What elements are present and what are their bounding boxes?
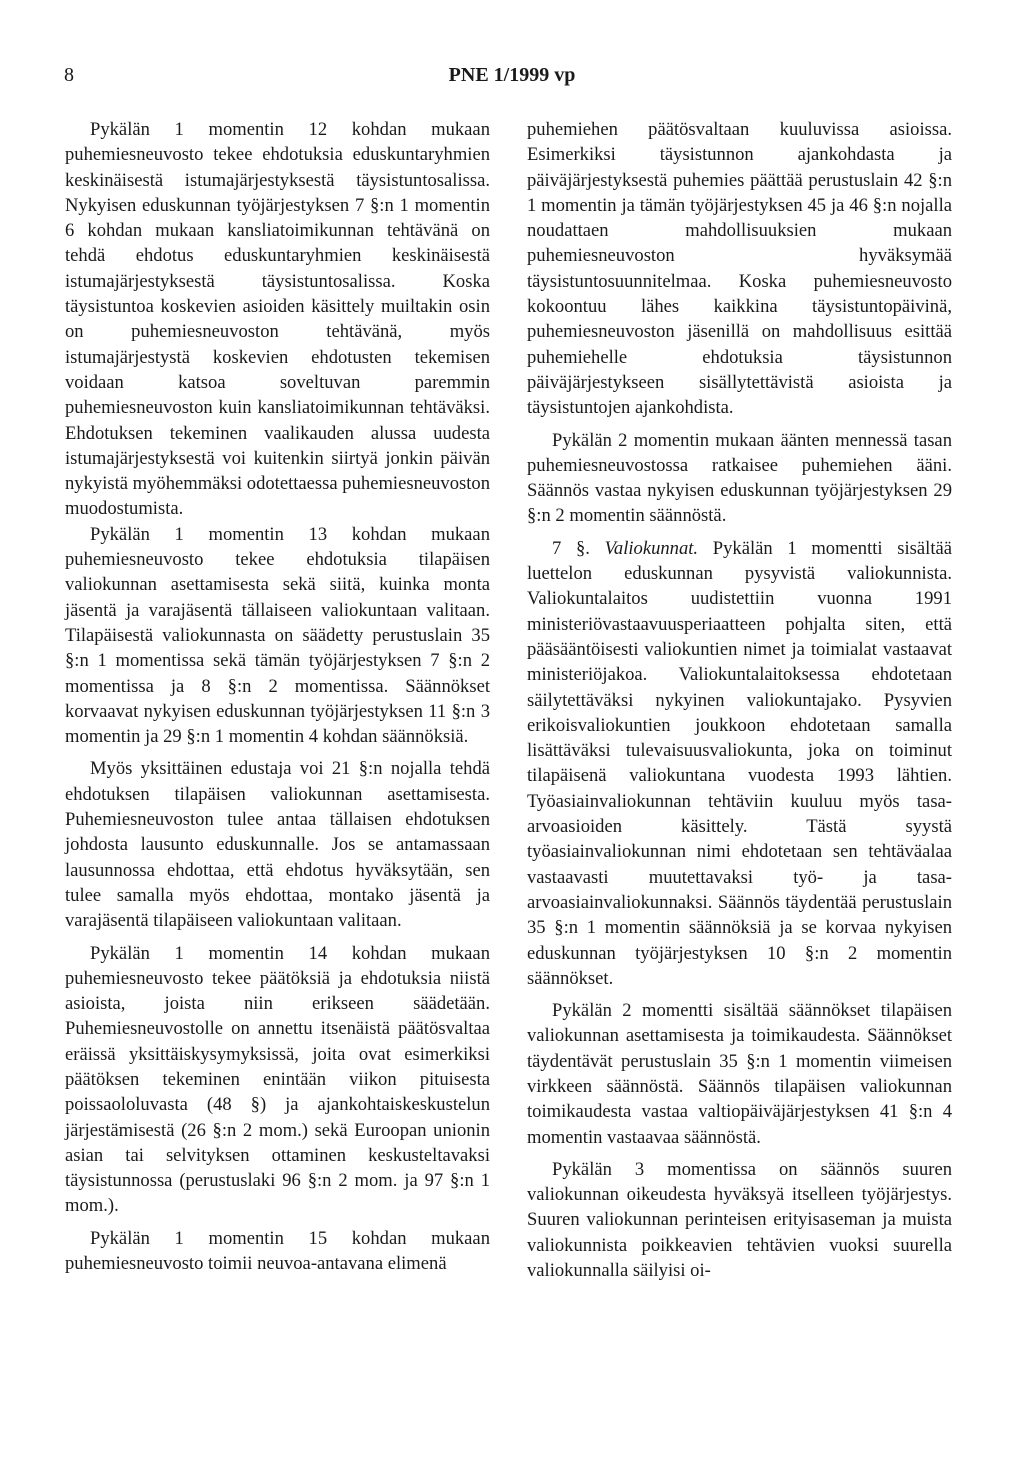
section-title: Valiokunnat.: [604, 537, 699, 559]
running-header: PNE 1/1999 vp: [448, 64, 576, 86]
page-number: 8: [64, 64, 74, 86]
right-column: [527, 117, 952, 1283]
paragraph: Myös yksittäinen edustaja voi 21 §:n nojalla tehdä ehdotuksen tilapäisen valiokunnan asettamisesta. Puhemiesneuvoston tulee antaa tällaisen ehdotuksen johdosta lausunto eduskunnalle. Jos se antamassaan lausunnossa ehdottaa, että ehdotus hyväksytään, sen tulee samalla myös ehdottaa, montako jäsentä ja varajäsentä tilapäiseen valiokuntaan valitaan.: [65, 758, 490, 932]
paragraph: Pykälän 1 momentin 15 kohdan mukaan puhemiesneuvosto toimii neuvoa-antavana elimenä: [65, 1227, 490, 1275]
section-text: Valiokuntalaitos uudistettiin vuonna 1991 ministeriövastaavuusperiaatteen pohjalta siten, että pääsääntöisesti valiokuntien nimet ja toimialat vastaavat ministeriöjakoa. Valiokuntalaitoksessa ehdotetaan säilytettäväksi nykyinen valiokuntajako. Pysyvien erikoisvaliokuntien joukkoon ehdotetaan samalla lisättäväksi tulevaisuusvaliokunta, joka on toiminut tilapäisenä valiokuntana vuodesta 1993 lähtien. Työasiainvaliokunnan tehtäviin kuuluu myös tasa-arvoasioiden käsittely. Tästä syystä työasiainvaliokunnan nimi ehdotetaan sen tehtäväalaa vastaavasti muutettavaksi työ- ja tasa-arvoasiainvaliokunnaksi. Säännös täydentää perustuslain 35 §:n 1 momentin säännöksiä ja se korvaa nykyisen eduskunnan työjärjestyksen 10 §:n 2 momentin säännökset.: [527, 588, 952, 989]
section-intro: Pykälän 1 momentti sisältää luettelon eduskunnan pysyvistä valiokunnista.: [527, 537, 953, 585]
paragraph: Pykälän 2 momentin mukaan äänten mennessä tasan puhemiesneuvostossa ratkaisee puhemiehen ääni. Säännös vastaa nykyisen eduskunnan työjärjestyksen 29 §:n 2 momentin säännöstä.: [527, 429, 952, 527]
section-paragraph: [527, 536, 952, 991]
paragraph: Pykälän 1 momentin 13 kohdan mukaan puhemiesneuvosto tekee ehdotuksia tilapäisen valiokunnan asettamisesta sekä siitä, kuinka monta jäsentä ja varajäsentä tällaiseen valiokuntaan valitaan. Tilapäisestä valiokunnasta on säädetty perustuslain 35 §:n 1 momentissa sekä tämän työjärjestyksen 7 §:n 2 momentissa ja 8 §:n 2 momentissa. Säännökset korvaavat nykyisen eduskunnan työjärjestyksen 11 §:n 3 momentin ja 29 §:n 1 momentin 4 kohdan säännöksiä.: [65, 523, 490, 748]
paragraph: Pykälän 1 momentin 14 kohdan mukaan puhemiesneuvosto tekee päätöksiä ja ehdotuksia niistä asioista, joista niin erikseen säädetään. Puhemiesneuvostolle on annettu itsenäistä päätösvaltaa eräissä yksittäiskysymyksissä, joita ovat esimerkiksi päätöksen tekeminen enintään viikon pituisesta poissaololuvasta (48 §) ja ajankohtaiskeskustelun järjestämisestä (26 §:n 2 mom.) sekä Euroopan unionin asian tai selvityksen ottaminen keskusteltavaksi täysistunnossa (perustuslaki 96 §:n 2 mom. ja 97 §:n 1 mom.).: [65, 942, 490, 1217]
paragraph: Pykälän 2 momentti sisältää säännökset tilapäisen valiokunnan asettamisesta ja toimikaudesta. Säännökset täydentävät perustuslain 35 §:n 1 momentin viimeisen virkkeen säännöstä. Säännös tilapäisen valiokunnan toimikaudesta vastaa valtiopäiväjärjestyksen 41 §:n 4 momentin vastaavaa säännöstä.: [527, 1000, 952, 1148]
paragraph: Pykälän 1 momentin 12 kohdan mukaan puhemiesneuvosto tekee ehdotuksia eduskuntaryhmien keskinäisestä istumajärjestyksestä täysistuntosalissa. Nykyisen eduskunnan työjärjestyksen 7 §:n 1 momentin 6 kohdan mukaan kansliatoimikunnan tehtävänä on tehdä ehdotus eduskuntaryhmien keskinäisestä istumajärjestyksestä täysistuntosalissa. Koska täysistuntoa koskevien asioiden käsittely muiltakin osin on puhemiesneuvoston tehtävänä, myös istumajärjestystä koskevien ehdotusten tekemisen voidaan katsoa soveltuvan paremmin puhemiesneuvoston kuin kansliatoimikunnan tehtäväksi. Ehdotuksen tekeminen vaalikauden alussa uudesta istumajärjestyksestä voi kuitenkin siirtyä jonkin päivän nykyistä myöhemmäksi odotettaessa puhemiesneuvoston muodostumista.: [65, 119, 491, 520]
left-column: [65, 117, 490, 1276]
paragraph: Pykälän 3 momentissa on säännös suuren valiokunnan oikeudesta hyväksyä itselleen työjärjestys. Suuren valiokunnan perinteisen erityisaseman ja muista valiokunnista poikkeavien tehtävien vuoksi suurella valiokunnalla säilyisi oi-: [527, 1158, 952, 1282]
paragraph: puhemiehen päätösvaltaan kuuluvissa asioissa. Esimerkiksi täysistunnon ajankohdasta ja päiväjärjestyksestä puhemies päättää perustuslain 42 §:n 1 momentin ja tämän työjärjestyksen 45 ja 46 §:n nojalla noudattaen mahdollisuuksien mukaan puhemiesneuvoston hyväksymää täysistuntosuunnitelmaa. Koska puhemiesneuvosto kokoontuu lähes kaikkina täysistuntopäivinä, puhemiesneuvoston jäsenillä on mahdollisuus esittää puhemiehelle ehdotuksia täysistunnon päiväjärjestykseen sisällytettävistä asioista ja täysistuntojen ajankohdista.: [527, 119, 952, 419]
section-number: 7 §.: [552, 537, 590, 559]
